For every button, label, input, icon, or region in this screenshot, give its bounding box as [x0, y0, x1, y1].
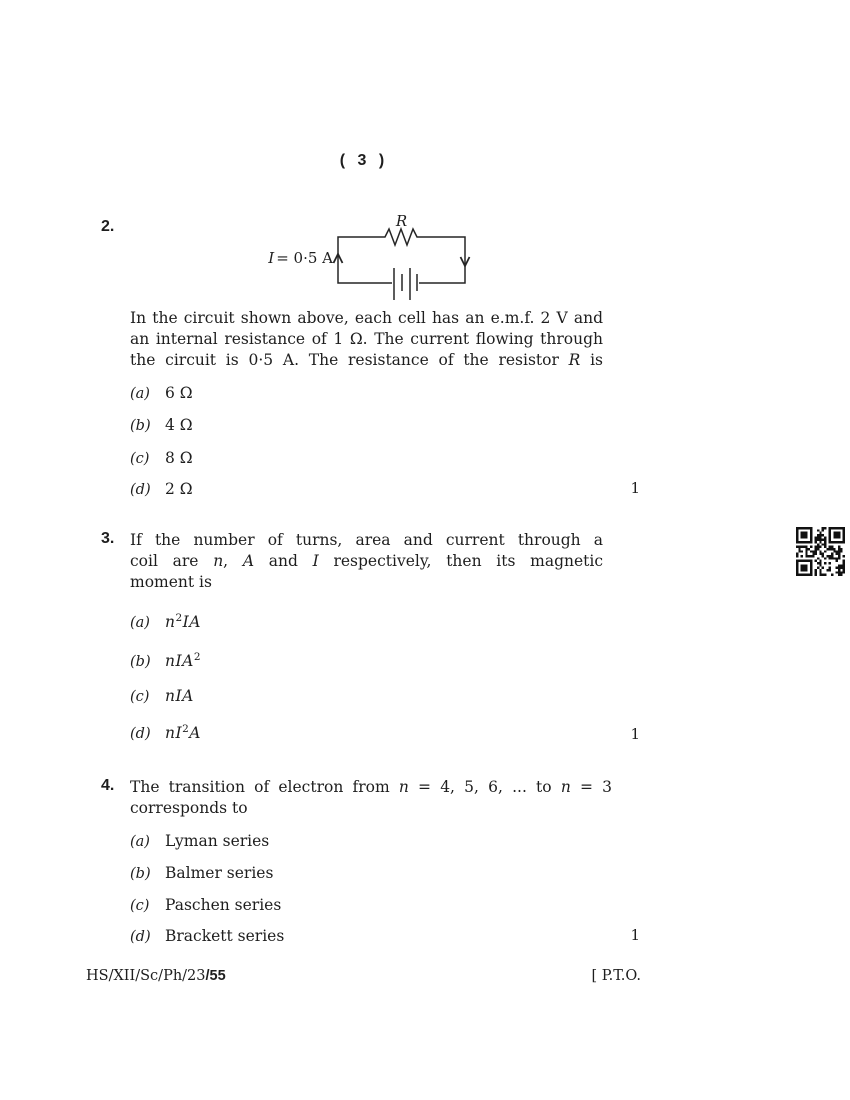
option-text: 8 Ω — [165, 449, 193, 467]
option-row-3d — [130, 719, 610, 744]
pto-label: [ P.T.O. — [591, 968, 641, 984]
question-2-marks: 1 — [630, 479, 640, 497]
text-line: an internal resistance of 1 Ω. The current flowing through — [130, 330, 603, 348]
option-text: 6 Ω — [165, 384, 193, 402]
option-row-2a — [130, 383, 610, 404]
option-text: $nI^2A$ — [165, 723, 201, 742]
option-row-4c — [130, 895, 610, 916]
option-row-3a — [130, 608, 610, 633]
option-text: Balmer series — [165, 864, 274, 882]
option-row-4b — [130, 863, 610, 884]
text-line: If the number of turns, area and current through a — [130, 531, 603, 549]
text-line: In the circuit shown above, each cell has an e.m.f. 2 V and — [130, 309, 603, 327]
question-3-marks: 1 — [630, 725, 640, 743]
text-line: the circuit is 0·5 A. The resistance of the resistor R is — [130, 351, 603, 369]
question-4-number: 4. — [101, 777, 115, 794]
question-4-marks: 1 — [630, 926, 640, 944]
question-4-text — [130, 777, 612, 819]
option-letter: (b) — [130, 654, 151, 670]
option-row-2b — [130, 415, 610, 436]
option-row-3c — [130, 686, 610, 707]
option-letter: (c) — [130, 451, 150, 467]
qr-code — [796, 527, 845, 576]
option-letter: (d) — [130, 482, 151, 498]
text-line: The transition of electron from n = 4, 5, 6, ... to n = 3 — [130, 778, 613, 796]
option-text: Lyman series — [165, 832, 270, 850]
option-letter: (c) — [130, 689, 150, 705]
option-row-2c — [130, 448, 610, 469]
option-text: nIA$^2$ — [165, 651, 201, 670]
option-letter: (a) — [130, 615, 150, 631]
option-text: $n^2IA$ — [165, 612, 201, 631]
option-row-2d — [130, 479, 610, 500]
option-letter: (d) — [130, 929, 151, 945]
option-letter: (b) — [130, 418, 151, 434]
option-text: Paschen series — [165, 896, 282, 914]
page-number: ( 3 ) — [339, 152, 389, 169]
paper-code: HS/XII/Sc/Ph/23/55 — [86, 968, 226, 984]
option-letter: (b) — [130, 866, 151, 882]
option-text: nIA — [165, 687, 194, 705]
option-text: 4 Ω — [165, 416, 193, 434]
option-row-4a — [130, 831, 610, 852]
resistor-label: R — [395, 212, 408, 230]
text-line: corresponds to — [130, 799, 248, 817]
option-letter: (d) — [130, 726, 151, 742]
current-label: I = 0·5 A — [268, 249, 333, 267]
question-3-text — [130, 530, 603, 593]
question-2-number: 2. — [101, 218, 115, 235]
option-row-4d — [130, 926, 610, 947]
option-letter: (c) — [130, 898, 150, 914]
question-3-number: 3. — [101, 530, 115, 547]
option-letter: (a) — [130, 386, 150, 402]
option-letter: (a) — [130, 834, 150, 850]
qr-code-svg — [796, 527, 845, 576]
text-line: moment is — [130, 573, 212, 591]
option-text: 2 Ω — [165, 480, 193, 498]
question-2-text — [130, 308, 603, 371]
text-line: coil are n, A and I respectively, then its magnetic — [130, 552, 604, 570]
option-text: Brackett series — [165, 927, 285, 945]
option-row-3b — [130, 647, 610, 672]
